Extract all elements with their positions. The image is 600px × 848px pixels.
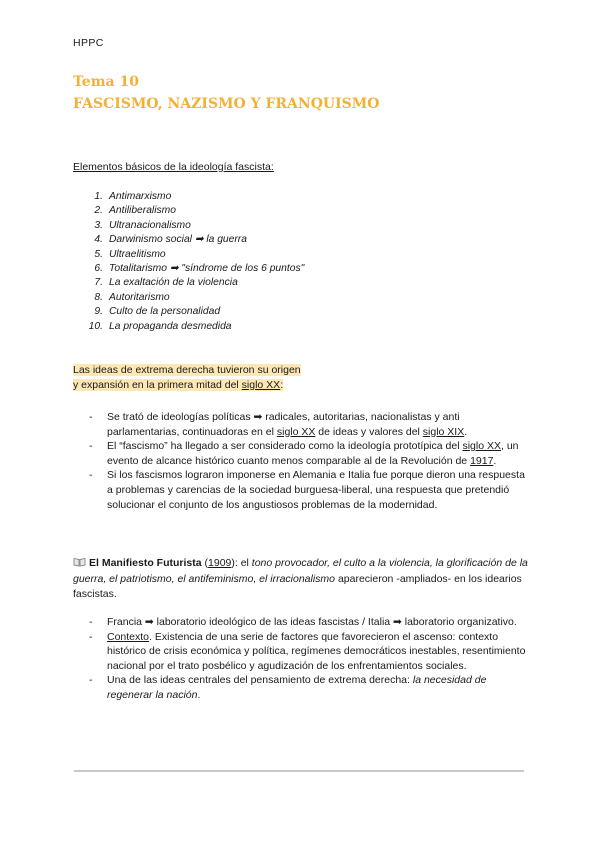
- list-item: - Se trató de ideologías políticas ➡ radicales, autoritarias, nacionalistas y anti parlamentarias, continuadoras en el siglo XX de ideas y valores del siglo XIX.: [89, 411, 468, 438]
- topic-main-title: FASCISMO, NAZISMO Y FRANQUISMO: [73, 96, 380, 112]
- list-item: 5. Ultraelitismo: [94, 248, 166, 260]
- list-item: 7. La exaltación de la violencia: [94, 277, 238, 289]
- document-header: HPPC: [73, 37, 104, 49]
- list-item: 3. Ultranacionalismo: [94, 219, 191, 231]
- elements-heading: Elementos básicos de la ideología fascista:: [73, 161, 274, 173]
- manifesto-title: El Manifiesto Futurista: [89, 557, 202, 569]
- siglo-xx-link[interactable]: siglo XX: [462, 440, 501, 453]
- ideology-bullets: [73, 410, 533, 512]
- list-item: 4. Darwinismo social ➡ la guerra: [94, 234, 247, 246]
- manifesto-paragraph: El Manifiesto Futurista (1909): el tono provocador, el culto a la violencia, la glorificación de la guerra, el patriotismo, el antifeminismo, el irracionalismo aparecieron -ampliados- en los idearios fascistas.: [73, 557, 528, 600]
- list-item: 9. Culto de la personalidad: [94, 306, 221, 318]
- siglo-xx-link[interactable]: siglo XX: [276, 425, 316, 438]
- elements-list: [73, 190, 304, 334]
- list-item: 10. La propaganda desmedida: [88, 320, 232, 332]
- list-item: 1. Antimarxismo: [94, 191, 172, 202]
- list-item: 2. Antiliberalismo: [94, 205, 176, 217]
- highlighted-statement: [73, 363, 301, 393]
- divider: [74, 770, 524, 772]
- highlight-line-2: y expansión en la primera mitad del siglo XX:: [73, 379, 284, 391]
- siglo-xix-link[interactable]: siglo XIX: [422, 425, 465, 438]
- highlight-line-1: Las ideas de extrema derecha tuvieron su origen: [73, 364, 301, 376]
- list-item: 8. Autoritarismo: [94, 291, 170, 303]
- topic-number-title: Tema 10: [73, 74, 139, 90]
- list-item: - Si los fascismos lograron imponerse en Alemania e Italia fue porque dieron una respuesta a problemas y carencias de la sociedad burguesa-liberal, una respuesta que pretendió solucionar el conjunto de los angustiosos problemas de la modernidad.: [89, 469, 525, 511]
- context-link[interactable]: Contexto: [107, 630, 150, 643]
- siglo-xx-link[interactable]: siglo XX: [241, 379, 281, 391]
- list-item: - Francia ➡ laboratorio ideológico de las ideas fascistas / Italia ➡ laboratorio organizativo.: [89, 616, 517, 628]
- context-bullets: [73, 615, 533, 703]
- list-item: - El “fascismo” ha llegado a ser considerado como la ideología prototípica del siglo XX, un evento de alcance histórico cuanto menos comparable al de la Revolución de 1917.: [89, 440, 519, 467]
- list-item: - Contexto. Existencia de una serie de factores que favorecieron el ascenso: contexto histórico de crisis económica y política, regímenes democráticos inestables, resentimiento nacional por el trato posbélico y agudización de los enfrentamientos sociales.: [89, 630, 526, 672]
- year-1917-link[interactable]: 1917: [470, 454, 494, 467]
- list-item: - Una de las ideas centrales del pensamiento de extrema derecha: la necesidad de regenerar la nación.: [89, 674, 487, 701]
- book-icon: [73, 557, 86, 572]
- year-1909-link[interactable]: 1909: [208, 557, 232, 569]
- list-item: 6. Totalitarismo ➡ "síndrome de los 6 puntos": [94, 262, 305, 274]
